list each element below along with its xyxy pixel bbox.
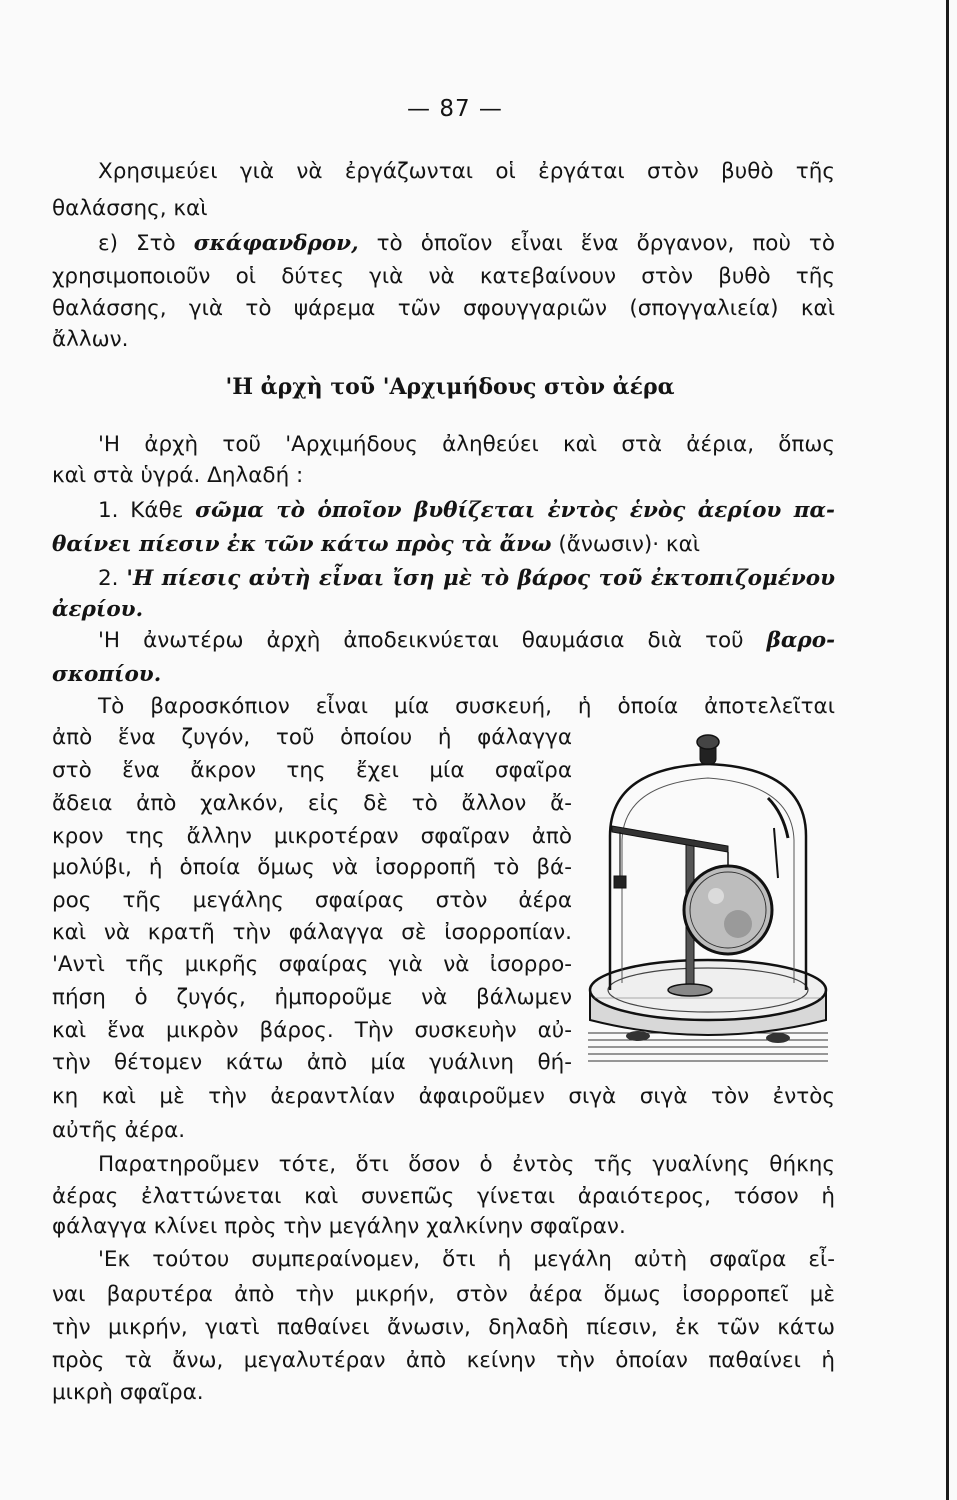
text-line: ναι βαρυτέρα ἀπὸ τὴν μικρήν, στὸν ἀέρα ὅμως ἰσορροπεῖ μὲ xyxy=(52,1282,835,1307)
text-line xyxy=(52,564,835,594)
text-line: ἀέρας ἐλαττώνεται καὶ συνεπῶς γίνεται ἀραιότερος, τόσον ἡ xyxy=(52,1184,835,1209)
text-line: ἀπὸ ἕνα ζυγόν, τοῦ ὁποίου ἡ φάλαγγα xyxy=(52,725,572,750)
text-line: πρὸς τὰ ἄνω, μεγαλυτέραν ἀπὸ κείνην τὴν ὁποίαν παθαίνει ἡ xyxy=(52,1348,835,1373)
text-line: ἄδεια ἀπὸ χαλκόν, εἰς δὲ τὸ ἄλλον ἄ- xyxy=(52,791,572,816)
text-line: σκοπίου. xyxy=(52,662,162,687)
text-line: στὸ ἕνα ἄκρον της ἔχει μία σφαῖρα xyxy=(52,758,572,783)
text-line: Χρησιμεύει γιὰ νὰ ἐργάζωνται οἱ ἐργάται στὸν βυθὸ τῆς xyxy=(98,159,835,184)
text-line: κρον της ἄλλην μικροτέραν σφαῖραν ἀπὸ xyxy=(52,824,572,849)
text-line: ἄλλων. xyxy=(52,327,129,352)
section-heading: 'Η ἀρχὴ τοῦ 'Αρχιμήδους στὸν ἀέρα xyxy=(225,374,675,400)
text-line: τὴν θέτομεν κάτω ἀπὸ μία γυάλινη θή- xyxy=(52,1050,572,1075)
text-line: μολύβι, ἡ ὁποία ὅμως νὰ ἰσορροπῆ τὸ βά- xyxy=(52,855,572,880)
base-plate xyxy=(590,960,826,1043)
text-segment: (ἄνωσιν)· καὶ xyxy=(558,532,701,557)
text-line xyxy=(52,229,835,259)
text-line: 'Εκ τούτου συμπεραίνομεν, ὅτι ἡ μεγάλη αὐτὴ σφαῖρα εἶ- xyxy=(98,1247,835,1272)
page-number: — 87 — xyxy=(407,96,503,122)
text-line: θαλάσσης, γιὰ τὸ ψάρεμα τῶν σφουγγαριῶν (σπογγαλιεία) καὶ xyxy=(52,296,835,321)
text-segment: 2. xyxy=(98,566,119,591)
principle-one: σῶμα τὸ ὁποῖον βυθίζεται ἐντὸς ἑνὸς ἀερίου πα- xyxy=(195,498,835,523)
text-line: 'Αντὶ τῆς μικρῆς σφαίρας γιὰ νὰ ἰσορρο- xyxy=(52,952,572,977)
principle-one-cont: θαίνει πίεσιν ἐκ τῶν κάτω πρὸς τὰ ἄνω xyxy=(52,532,552,557)
text-line: ρος τῆς μεγάλης σφαίρας στὸν ἀέρα xyxy=(52,888,572,913)
text-line xyxy=(52,530,835,560)
text-line: καὶ στὰ ὑγρά. Δηλαδή : xyxy=(52,463,304,488)
text-line: 'Η ἀρχὴ τοῦ 'Αρχιμήδους ἀληθεύει καὶ στὰ ἀέρια, ὅπως xyxy=(98,432,835,457)
text-line: καὶ νὰ κρατῆ τὴν φάλαγγα σὲ ἰσορροπίαν. xyxy=(52,920,572,945)
text-line: Παρατηροῦμεν τότε, ὅτι ὅσον ὁ ἐντὸς τῆς γυαλίνης θήκης xyxy=(98,1152,835,1177)
text-line: Τὸ βαροσκόπιον εἶναι μία συσκευή, ἡ ὁποία ἀποτελεῖται xyxy=(98,694,835,719)
text-segment: 'Η ἀνωτέρω ἀρχὴ ἀποδεικνύεται θαυμάσια διὰ τοῦ xyxy=(98,628,744,653)
baroscope-illustration xyxy=(578,728,840,1068)
text-line: μικρὴ σφαῖρα. xyxy=(52,1380,204,1405)
text-line: αὐτῆς ἀέρα. xyxy=(52,1118,186,1143)
text-line xyxy=(52,496,835,526)
text-line: καὶ ἕνα μικρὸν βάρος. Τὴν συσκευὴν αὐ- xyxy=(52,1018,572,1043)
text-line: θαλάσσης, καὶ xyxy=(52,196,208,221)
bell-jar xyxy=(610,735,806,990)
text-line: κη καὶ μὲ τὴν ἀεραντλίαν ἀφαιροῦμεν σιγὰ σιγὰ τὸν ἐντὸς xyxy=(52,1084,835,1109)
text-line: ἀερίου. xyxy=(52,597,144,622)
text-line: πήση ὁ ζυγός, ἠμποροῦμε νὰ βάλωμεν xyxy=(52,985,572,1010)
page-edge xyxy=(946,0,949,1500)
table-surface xyxy=(588,1033,828,1061)
text-segment: ε) Στὸ xyxy=(98,231,176,256)
text-line xyxy=(52,626,835,656)
term-baroskopion: βαρο- xyxy=(766,628,835,653)
term-skafandron: σκάφανδρον, xyxy=(193,231,359,256)
text-segment: τὸ ὁποῖον εἶναι ἕνα ὄργανον, ποὺ τὸ xyxy=(376,231,836,256)
text-segment: 1. Κάθε xyxy=(98,498,184,523)
text-line: χρησιμοποιοῦν οἱ δύτες γιὰ νὰ κατεβαίνουν στὸν βυθὸ τῆς xyxy=(52,264,835,289)
text-line: φάλαγγα κλίνει πρὸς τὴν μεγάλην χαλκίνην σφαῖραν. xyxy=(52,1214,626,1239)
brass-sphere xyxy=(684,852,772,954)
principle-two: 'Η πίεσις αὐτὴ εἶναι ἴση μὲ τὸ βάρος τοῦ ἐκτοπιζομένου xyxy=(126,566,836,591)
text-line: τὴν μικρήν, γιατὶ παθαίνει ἄνωσιν, δηλαδὴ πίεσιν, ἐκ τῶν κάτω xyxy=(52,1315,835,1340)
